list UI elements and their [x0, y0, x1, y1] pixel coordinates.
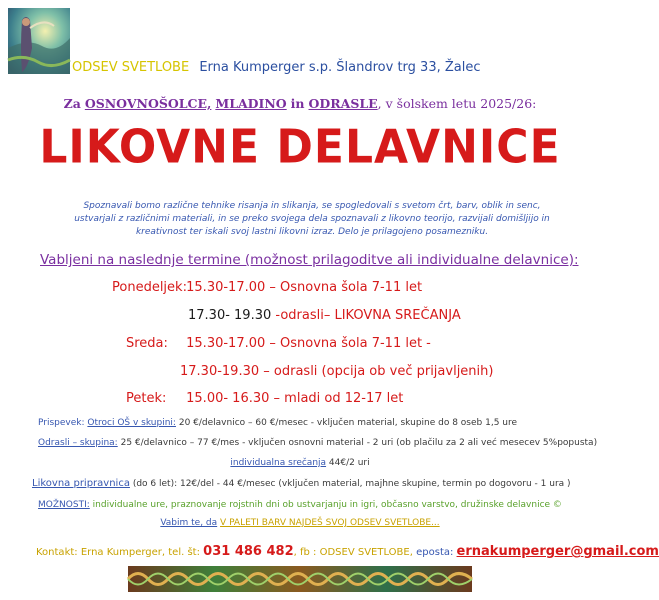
school-year-text: , v šolskem letu 2025/26: — [377, 96, 537, 111]
audience-osnovnosolce: OSNOVNOŠOLCE, — [84, 96, 212, 111]
schedule-day: Petek: — [126, 391, 167, 406]
schedule-time: 17.30- 19.30 — [188, 308, 272, 323]
welcome-a: Vabim te, da — [160, 518, 218, 528]
price-line-children — [38, 418, 517, 428]
audience-za: Za — [63, 96, 81, 111]
schedule-time: 15.30-17.00 — [186, 336, 266, 351]
audience-odrasle: ODRASLE — [308, 96, 378, 111]
audience-line — [0, 96, 600, 111]
main-title: LIKOVNE DELAVNICE — [39, 120, 561, 175]
schedule-row — [126, 391, 403, 406]
contact-line — [36, 544, 659, 559]
schedule-desc: – Osnovna šola 7-11 let - — [269, 336, 431, 351]
welcome-line — [0, 518, 600, 528]
schedule-desc: -odrasli– LIKOVNA SREČANJA — [275, 308, 461, 323]
invite-heading: Vabljeni na naslednje termine (možnost prilagoditve ali individualne delavnice): — [40, 252, 579, 268]
audience-mladino: MLADINO — [215, 96, 287, 111]
price-adults-text: 25 €/delavnico – 77 €/mes - vključen osnovni material - 2 uri (ob plačilu za 2 ali već mesecev 5%popusta) — [120, 438, 598, 448]
price-individual-label: individualna srečanja — [230, 458, 327, 468]
logo-painting-image — [8, 8, 70, 74]
contact-fb: , fb : ODSEV SVETLOBE, — [293, 547, 413, 558]
schedule-desc: – Osnovna šola 7-11 let — [269, 280, 423, 295]
welcome-b: V PALETI BARV NAJDEŠ SVOJ ODSEV SVETLOBE... — [220, 518, 440, 528]
price-preschool-label: Likovna pripravnica — [32, 478, 130, 489]
schedule-time: 15.30-17.00 — [186, 280, 266, 295]
contact-label: Kontakt: Erna Kumperger, tel. št: — [36, 547, 200, 558]
contact-eposta-label: eposta: — [416, 547, 454, 558]
audience-in: in — [290, 96, 305, 111]
business-address: Erna Kumperger s.p. Šlandrov trg 33, Žalec — [199, 60, 481, 75]
price-preschool-text: (do 6 let): 12€/del - 44 €/mesec (vključen material, majhne skupine, termin po dogovoru - 1 ura ) — [132, 479, 571, 489]
schedule-row — [126, 336, 431, 351]
options-text: individualne ure, praznovanje rojstnih dni ob ustvarjanju in igri, občasno varstvo, družinske delavnice © — [92, 500, 562, 510]
price-line-adults — [38, 438, 597, 448]
contact-email-link[interactable]: ernakumperger@gmail.com — [456, 544, 659, 559]
schedule-row — [180, 364, 493, 379]
schedule-row — [188, 308, 461, 323]
schedule-desc: – mladi od 12-17 let — [273, 391, 404, 406]
schedule-day: Ponedeljek: — [112, 280, 187, 295]
schedule-row — [112, 280, 422, 295]
price-label: Prispevek: — [38, 418, 85, 428]
schedule-desc: – odrasli (opcija ob več prijavljenih) — [263, 364, 494, 379]
intro-paragraph: Spoznavali bomo različne tehnike risanja in slikanja, se spogledovali s svetom črt, barv, oblik in senc, ustvarjali z različnimi materiali, in se preko svojega dela spoznavali z likovno teorijo, razvijali domišljijo in kreativnost ter iskali svoj lastni likovni izraz. Delo je prilagojeno posamezniku. — [74, 201, 550, 237]
header-line — [72, 60, 481, 75]
schedule-time: 17.30-19.30 — [180, 364, 260, 379]
price-line-individual — [0, 458, 600, 468]
price-individual-text: 44€/2 uri — [328, 458, 370, 468]
decorative-pattern-band — [128, 566, 472, 592]
price-adults-label: Odrasli – skupina: — [38, 438, 118, 448]
options-label: MOŽNOSTI: — [38, 500, 90, 510]
options-line — [0, 500, 600, 510]
schedule-time: 15.00- 16.30 — [186, 391, 270, 406]
contact-phone[interactable]: 031 486 482 — [203, 544, 294, 559]
price-children-text: 20 €/delavnico – 60 €/mesec - vključen material, skupine do 8 oseb 1,5 ure — [178, 418, 518, 428]
schedule-day: Sreda: — [126, 336, 168, 351]
price-children-label: Otroci OŠ v skupini: — [87, 418, 176, 428]
brand-name: ODSEV SVETLOBE — [72, 60, 190, 75]
price-line-preschool — [32, 478, 571, 489]
